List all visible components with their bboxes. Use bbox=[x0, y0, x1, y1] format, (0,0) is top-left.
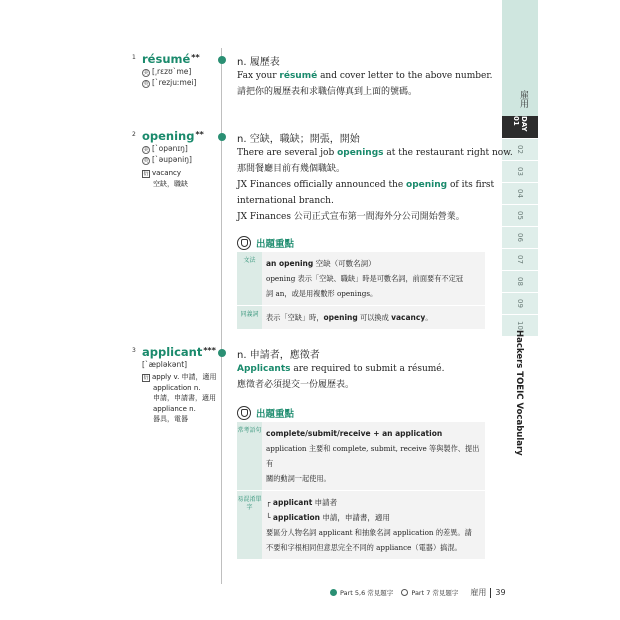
importance-stars: ** bbox=[191, 53, 200, 62]
exam-point-icon bbox=[237, 236, 251, 250]
us-flag-icon: 美 bbox=[143, 147, 149, 153]
part-of-speech: n. 履歷表 bbox=[237, 57, 280, 68]
filled-circle-icon bbox=[330, 589, 337, 596]
exam-point-box bbox=[237, 252, 485, 330]
part-of-speech: n. 空缺，職缺；開張，開始 bbox=[237, 134, 360, 145]
pronunciation-us: 美 [͵rɛzʊˋme] bbox=[143, 67, 192, 76]
entry-bullet-icon bbox=[218, 349, 226, 357]
day-tab-04[interactable]: 04 bbox=[502, 182, 538, 204]
part-of-speech: n. 申請者，應徵者 bbox=[237, 350, 320, 361]
pronunciation-uk: 英 [ˋəupəniŋ] bbox=[143, 155, 192, 164]
example-translation: 請把你的履歷表和求職信傳真到上面的號碼。 bbox=[237, 87, 418, 97]
example-translation-2: JX Finances 公司正式宣布第一間海外分公司開始營業。 bbox=[237, 212, 465, 222]
derivative-block: 衍 apply v. 申請，適用 application n. 申請，申請書，適用 appliance n. 器具，電器 bbox=[143, 373, 217, 423]
day-tab-08[interactable]: 08 bbox=[502, 270, 538, 292]
synonym-note: 同義詞 表示「空缺」時，opening 可以換成 vacancy。 bbox=[237, 306, 485, 330]
empty-circle-icon bbox=[401, 589, 408, 596]
note-tag: 文法 bbox=[237, 252, 262, 305]
pronunciation: [ˋæpləkənt] bbox=[142, 360, 188, 369]
exam-point-icon bbox=[237, 406, 251, 420]
legend-part56: Part 5,6 常見題字 bbox=[330, 588, 393, 597]
page-footer bbox=[330, 587, 506, 598]
exam-point-header: 出題重點 bbox=[237, 406, 294, 420]
confusing-words-note: 易混淆單字 ┌ applicant 申請者 └ application 申請，申請書，適用 要區分人物名詞 applicant 和抽象名詞 application 的差異。請 不要和字根相同但意思完全不同的 appliance（電器）搞混。 bbox=[237, 491, 485, 560]
entry-bullet-icon bbox=[218, 133, 226, 141]
entry-bullet-icon bbox=[218, 56, 226, 64]
note-tag: 常考語句 bbox=[237, 422, 262, 490]
day-tab-strip bbox=[502, 0, 538, 340]
example-translation: 那間餐廳目前有幾個職缺。 bbox=[237, 164, 346, 174]
entry-2-headword-block bbox=[132, 129, 222, 189]
footer-section: 雇用 bbox=[470, 588, 487, 597]
entry-number: 3 bbox=[132, 347, 136, 354]
synonym-icon: 衍 bbox=[143, 171, 149, 177]
exam-point-box bbox=[237, 422, 485, 560]
headword: opening** bbox=[142, 129, 204, 143]
us-flag-icon: 美 bbox=[143, 70, 149, 76]
day-tab-03[interactable]: 03 bbox=[502, 160, 538, 182]
day-tab-02[interactable]: 02 bbox=[502, 138, 538, 160]
day-tab-10[interactable]: 10 bbox=[502, 314, 538, 336]
synonym-block: 衍 vacancy 空缺，職缺 bbox=[143, 169, 188, 188]
collocation-note: 常考語句 complete/submit/receive + an application application 主要和 complete, submit, receive 等與製作、提出有 關的動詞一起使用。 bbox=[237, 422, 485, 491]
example-sentence-2: JX Finances officially announced the opening of its first bbox=[237, 180, 495, 190]
entry-number: 1 bbox=[132, 54, 136, 61]
importance-stars: ** bbox=[195, 130, 204, 139]
entry-3-headword-block bbox=[132, 345, 222, 425]
example-sentence: Fax your résumé and cover letter to the above number. bbox=[237, 71, 493, 81]
footer-separator bbox=[490, 588, 491, 598]
section-tab-label: 雇用 bbox=[518, 90, 528, 108]
entry-number: 2 bbox=[132, 131, 136, 138]
example-sentence: There are several job openings at the restaurant right now. bbox=[237, 148, 513, 158]
grammar-note: 文法 an opening 空缺（可數名詞） opening 表示「空缺、職缺」時是可數名詞，前面要有不定冠 詞 an，或是用複數形 openings。 bbox=[237, 252, 485, 306]
pronunciation-uk: 英 [ˋrezjuːmei] bbox=[143, 78, 197, 87]
page-number: 39 bbox=[495, 588, 506, 597]
entry-1-headword-block bbox=[132, 52, 222, 92]
legend-part7: Part 7 常見題字 bbox=[401, 588, 458, 597]
example-translation: 應徵者必須提交一份履歷表。 bbox=[237, 380, 355, 390]
example-sentence-2-cont: international branch. bbox=[237, 196, 334, 206]
day-tab-06[interactable]: 06 bbox=[502, 226, 538, 248]
day-tab-07[interactable]: 07 bbox=[502, 248, 538, 270]
importance-stars: *** bbox=[203, 346, 216, 355]
day-tab-09[interactable]: 09 bbox=[502, 292, 538, 314]
current-day-tab[interactable]: DAY 01 bbox=[502, 116, 538, 138]
uk-flag-icon: 英 bbox=[143, 158, 149, 164]
headword: applicant*** bbox=[142, 345, 216, 359]
note-tag: 同義詞 bbox=[237, 306, 262, 329]
headword: résumé** bbox=[142, 52, 200, 66]
derivative-icon: 衍 bbox=[143, 375, 149, 381]
note-tag: 易混淆單字 bbox=[237, 491, 262, 559]
day-tab-05[interactable]: 05 bbox=[502, 204, 538, 226]
exam-point-header: 出題重點 bbox=[237, 236, 294, 250]
book-title: Hackers TOEIC Vocabulary bbox=[514, 330, 524, 456]
pronunciation-us: 美 [ˋopənɪŋ] bbox=[143, 144, 188, 153]
section-tab bbox=[502, 0, 538, 116]
uk-flag-icon: 英 bbox=[143, 81, 149, 87]
example-sentence: Applicants are required to submit a résumé. bbox=[237, 364, 445, 374]
